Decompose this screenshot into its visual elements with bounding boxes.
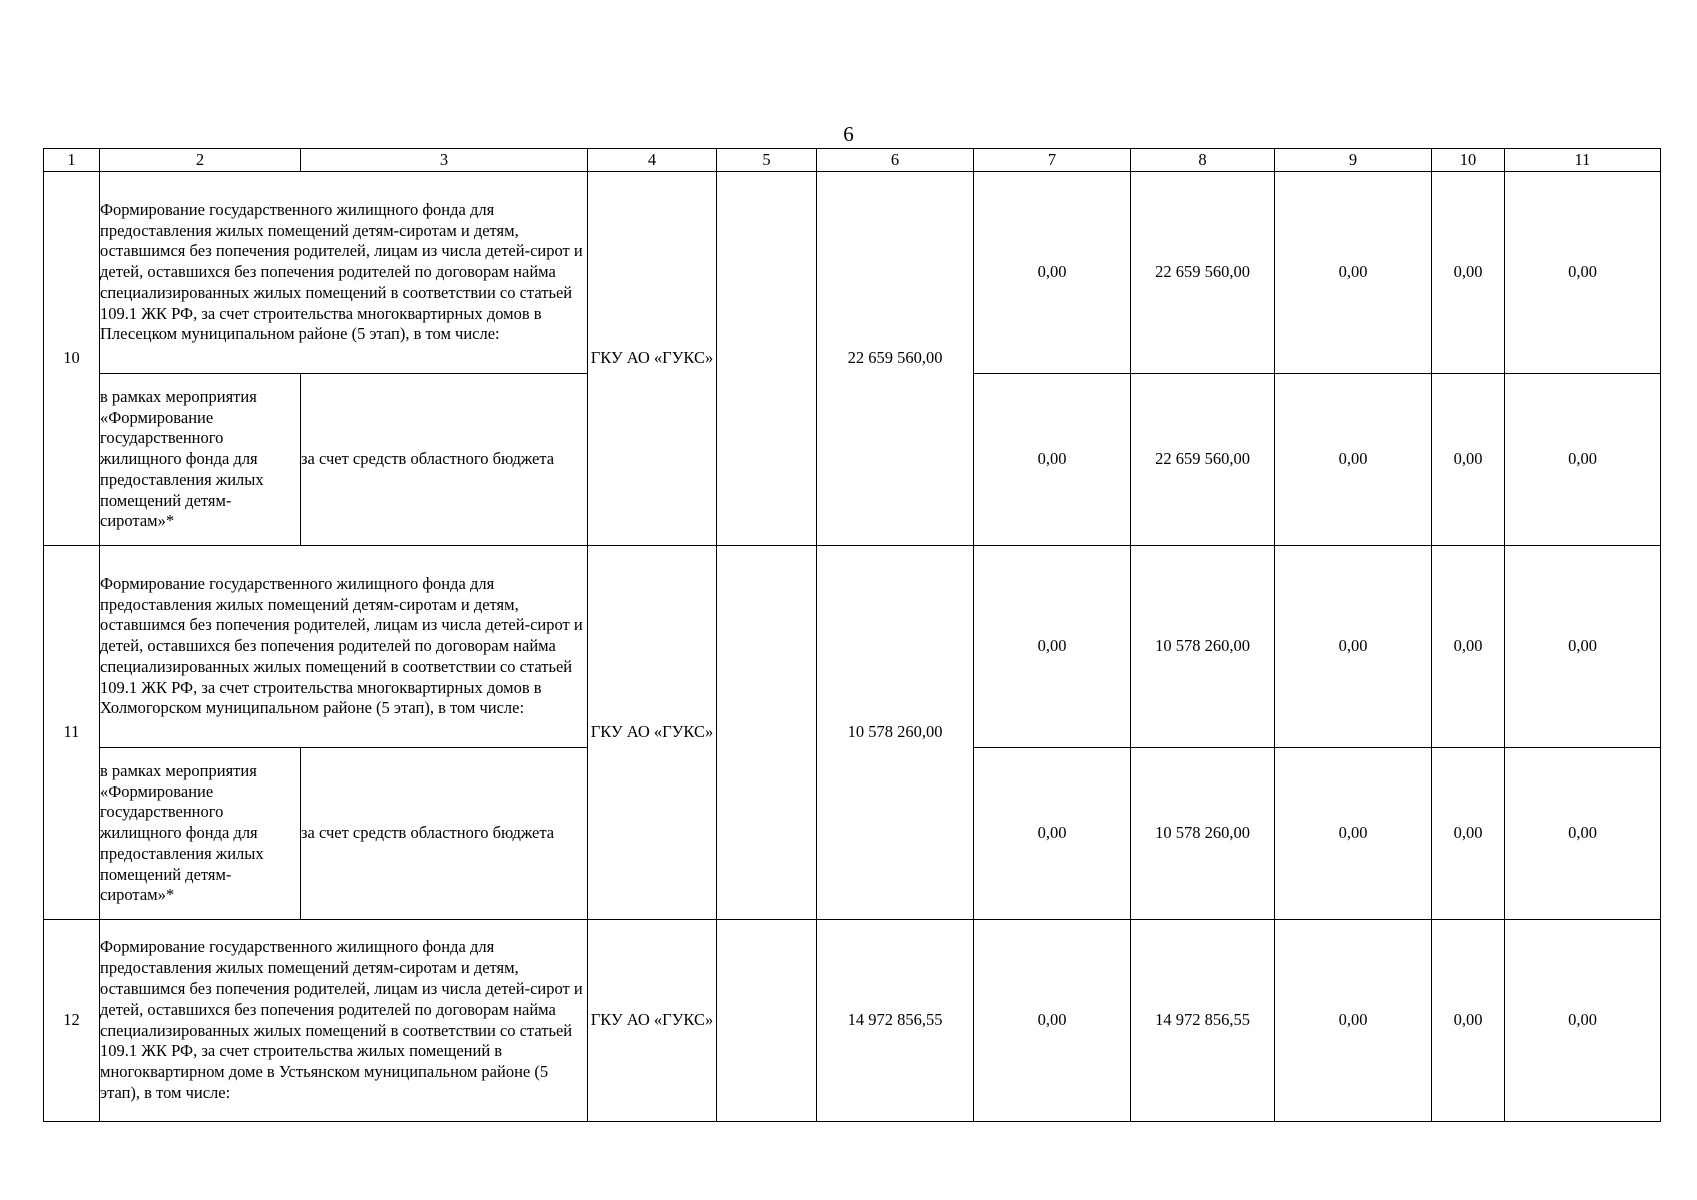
column-5-cell <box>717 172 817 546</box>
column-number: 9 <box>1275 149 1432 172</box>
value-cell: 0,00 <box>1432 920 1505 1122</box>
value-cell: 0,00 <box>974 374 1131 546</box>
executor-cell: ГКУ АО «ГУКС» <box>588 546 717 920</box>
column-number: 10 <box>1432 149 1505 172</box>
value-cell: 0,00 <box>974 546 1131 748</box>
activity-title: Формирование государственного жилищного фонда для предоставления жилых помещений детям-сиротам и детям, оставшимся без попечения родителей, лицам из числа детей-сирот и детей, оставшихся без попечения родителей по договорам найма специализированных жилых помещений в соответствии со статьей 109.1 ЖК РФ, за счет строительства жилых помещений в многоквартирном доме в Устьянском муниципальном районе (5 этап), в том числе: <box>100 920 588 1122</box>
activity-title: Формирование государственного жилищного фонда для предоставления жилых помещений детям-сиротам и детям, оставшимся без попечения родителей, лицам из числа детей-сирот и детей, оставшихся без попечения родителей по договорам найма специализированных жилых помещений в соответствии со статьей 109.1 ЖК РФ, за счет строительства многоквартирных домов в Холмогорском муниципальном районе (5 этап), в том числе: <box>100 546 588 748</box>
value-cell: 0,00 <box>974 748 1131 920</box>
row-number: 10 <box>44 172 100 546</box>
value-cell: 0,00 <box>1505 546 1661 748</box>
value-cell: 0,00 <box>1432 546 1505 748</box>
row-number: 11 <box>44 546 100 920</box>
value-cell: 0,00 <box>1432 748 1505 920</box>
column-number: 11 <box>1505 149 1661 172</box>
column-number-row <box>44 149 1661 172</box>
value-cell: 0,00 <box>1275 748 1432 920</box>
column-number: 5 <box>717 149 817 172</box>
value-cell: 0,00 <box>1505 920 1661 1122</box>
value-cell: 14 972 856,55 <box>1131 920 1275 1122</box>
measure-text: в рамках мероприятия «Формирование государственного жилищного фонда для предоставления жилых помещений детям-сиротам»* <box>100 374 301 546</box>
table-row <box>44 172 1661 374</box>
value-cell: 0,00 <box>1432 374 1505 546</box>
page-number: 6 <box>843 122 854 146</box>
value-cell: 22 659 560,00 <box>1131 374 1275 546</box>
total-amount: 10 578 260,00 <box>817 546 974 920</box>
activity-title: Формирование государственного жилищного фонда для предоставления жилых помещений детям-сиротам и детям, оставшимся без попечения родителей, лицам из числа детей-сирот и детей, оставшихся без попечения родителей по договорам найма специализированных жилых помещений в соответствии со статьей 109.1 ЖК РФ, за счет строительства многоквартирных домов в Плесецком муниципальном районе (5 этап), в том числе: <box>100 172 588 374</box>
table-row <box>44 920 1661 1122</box>
column-5-cell <box>717 546 817 920</box>
value-cell: 10 578 260,00 <box>1131 748 1275 920</box>
measure-text: в рамках мероприятия «Формирование государственного жилищного фонда для предоставления жилых помещений детям-сиротам»* <box>100 748 301 920</box>
value-cell: 0,00 <box>1275 172 1432 374</box>
value-cell: 0,00 <box>1432 172 1505 374</box>
value-cell: 0,00 <box>1275 374 1432 546</box>
column-number: 8 <box>1131 149 1275 172</box>
value-cell: 0,00 <box>1505 172 1661 374</box>
total-amount: 22 659 560,00 <box>817 172 974 546</box>
column-number: 2 <box>100 149 301 172</box>
column-number: 7 <box>974 149 1131 172</box>
value-cell: 0,00 <box>974 172 1131 374</box>
funding-source: за счет средств областного бюджета <box>301 748 588 920</box>
value-cell: 22 659 560,00 <box>1131 172 1275 374</box>
column-number: 3 <box>301 149 588 172</box>
value-cell: 0,00 <box>1505 748 1661 920</box>
value-cell: 10 578 260,00 <box>1131 546 1275 748</box>
row-number: 12 <box>44 920 100 1122</box>
table-row <box>44 546 1661 748</box>
executor-cell: ГКУ АО «ГУКС» <box>588 172 717 546</box>
column-5-cell <box>717 920 817 1122</box>
value-cell: 0,00 <box>1275 920 1432 1122</box>
column-number: 6 <box>817 149 974 172</box>
executor-cell: ГКУ АО «ГУКС» <box>588 920 717 1122</box>
value-cell: 0,00 <box>974 920 1131 1122</box>
value-cell: 0,00 <box>1275 546 1432 748</box>
column-number: 1 <box>44 149 100 172</box>
total-amount: 14 972 856,55 <box>817 920 974 1122</box>
funding-source: за счет средств областного бюджета <box>301 374 588 546</box>
value-cell: 0,00 <box>1505 374 1661 546</box>
program-table <box>43 148 1661 1122</box>
column-number: 4 <box>588 149 717 172</box>
